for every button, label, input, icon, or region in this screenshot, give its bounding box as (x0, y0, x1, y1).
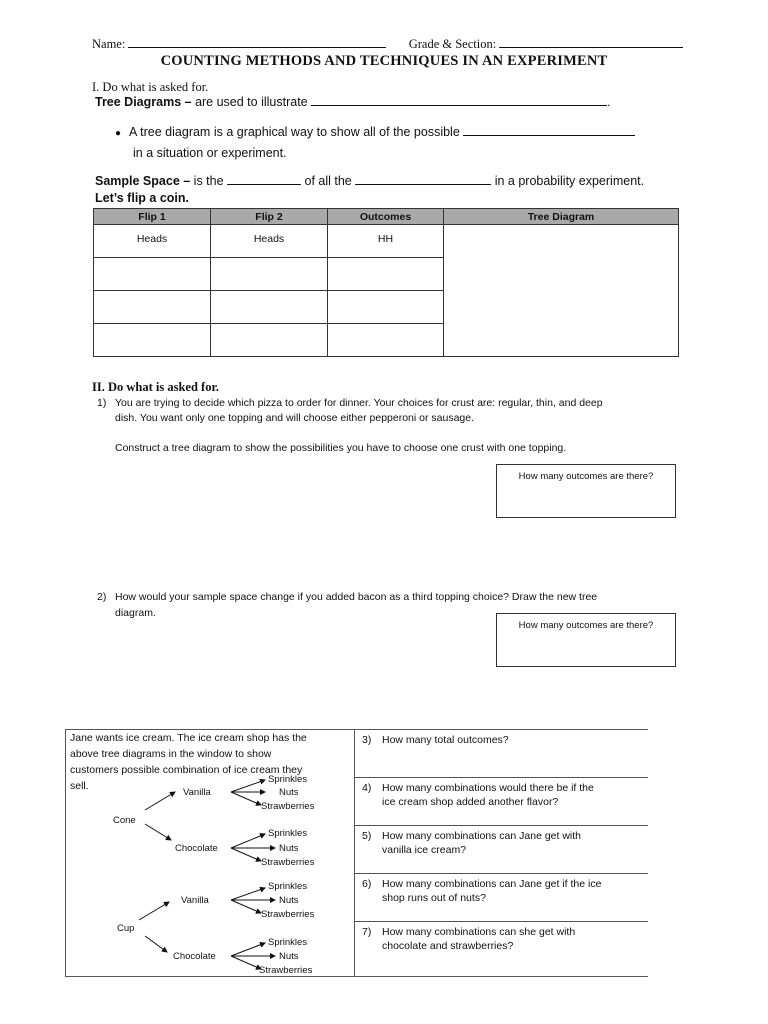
ice-question-7 (362, 925, 575, 953)
name-label: Name: (92, 37, 126, 51)
tree-node-nuts: Nuts (279, 787, 299, 798)
row-divider (355, 777, 648, 778)
section1-heading: I. Do what is asked for. (92, 80, 209, 94)
tree-node-chocolate: Chocolate (175, 843, 218, 854)
ice-question-3 (362, 733, 509, 747)
header-flip2: Flip 2 (211, 209, 328, 225)
possible-blank[interactable] (463, 135, 635, 136)
sample-text-3: in a probability experiment. (491, 174, 645, 188)
intro-line: above tree diagrams in the window to show (70, 748, 272, 760)
ice-question-5 (362, 829, 581, 857)
intro-line: customers possible combination of ice cream they (70, 764, 303, 776)
question-text: How many combinations can Jane get with (382, 830, 582, 842)
intro-line: Jane wants ice cream. The ice cream shop has the (70, 732, 307, 744)
branch-line (145, 792, 175, 810)
sample-blank-1[interactable] (227, 184, 301, 185)
ice-cream-tree-diagram (65, 774, 355, 976)
question-text-continued: chocolate and strawberries? (382, 940, 514, 952)
q1-text: You are trying to decide which pizza to order for dinner. Your choices for crust are: regular, thin, and deep (115, 397, 603, 409)
tree-node-vanilla: Vanilla (183, 787, 211, 798)
branch-line (231, 792, 261, 805)
cell-blank[interactable] (328, 291, 444, 324)
outcomes-prompt-1: How many outcomes are there? (518, 471, 654, 482)
cell-blank[interactable] (211, 291, 328, 324)
cell-flip2: Heads (211, 225, 328, 258)
question-1-line1 (97, 397, 603, 409)
row-divider (355, 921, 648, 922)
branch-line (139, 902, 169, 920)
branch-line (231, 834, 265, 848)
cell-blank[interactable] (211, 258, 328, 291)
sample-text-2: of all the (301, 174, 356, 188)
tree-node-strawberries: Strawberries (261, 801, 315, 812)
cell-blank[interactable] (94, 324, 211, 357)
tree-node-chocolate: Chocolate (173, 951, 216, 962)
ice-question-6 (362, 877, 601, 905)
row-divider (355, 873, 648, 874)
tree-node-sprinkles: Sprinkles (268, 828, 308, 839)
tree-diagram-cell[interactable] (444, 225, 679, 357)
cell-blank[interactable] (94, 258, 211, 291)
bullet-text: A tree diagram is a graphical way to show all of the possible (129, 125, 464, 139)
q2-text: How would your sample space change if you added bacon as a third topping choice? Draw the new tree (115, 591, 598, 603)
question-text: How many combinations can Jane get if the ice (382, 878, 602, 890)
question-number: 4) (362, 782, 372, 794)
bullet-line (115, 125, 635, 139)
question-number: 3) (362, 734, 372, 746)
question-text: How many total outcomes? (382, 734, 509, 746)
page-title: COUNTING METHODS AND TECHNIQUES IN AN EXPERIMENT (160, 53, 608, 69)
table-row (94, 225, 679, 258)
cell-blank[interactable] (328, 258, 444, 291)
header-tree-diagram: Tree Diagram (444, 209, 679, 225)
grade-blank[interactable] (499, 47, 683, 48)
cell-blank[interactable] (211, 324, 328, 357)
question-text-continued: ice cream shop added another flavor? (382, 796, 559, 808)
branch-line (231, 888, 265, 900)
question-2-line2: diagram. (115, 607, 156, 619)
tree-node-strawberries: Strawberries (259, 965, 313, 976)
tree-blank[interactable] (311, 105, 607, 106)
sample-text-1: is the (190, 174, 228, 188)
question-1-instruction: Construct a tree diagram to show the possibilities you have to choose one crust with one topping. (115, 442, 567, 454)
coin-flip-table (93, 208, 679, 357)
tree-node-strawberries: Strawberries (261, 857, 315, 868)
cell-blank[interactable] (328, 324, 444, 357)
outcomes-answer-box-2[interactable] (496, 613, 676, 667)
bullet-text-continued: in a situation or experiment. (133, 146, 287, 160)
branch-line (231, 900, 261, 913)
section2-heading (92, 380, 219, 395)
question-number: 6) (362, 878, 372, 890)
tree-end: . (607, 95, 611, 109)
branch-line (231, 956, 261, 969)
question-text: How many combinations would there be if the (382, 782, 594, 794)
tree-node-sprinkles: Sprinkles (268, 881, 308, 892)
sample-space-definition (95, 174, 644, 188)
question-text: How many combinations can she get with (382, 926, 576, 938)
branch-line (231, 780, 265, 792)
cell-outcome: HH (328, 225, 444, 258)
cell-flip1: Heads (94, 225, 211, 258)
tree-node-nuts: Nuts (279, 895, 299, 906)
tree-text: are used to illustrate (191, 95, 312, 109)
tree-node-nuts: Nuts (279, 951, 299, 962)
tree-node-nuts: Nuts (279, 843, 299, 854)
q2-number: 2) (97, 591, 107, 603)
branch-line (231, 848, 261, 861)
ice-question-4 (362, 781, 594, 809)
question-number: 7) (362, 926, 372, 938)
cell-blank[interactable] (94, 291, 211, 324)
question-text-continued: shop runs out of nuts? (382, 892, 486, 904)
q1-number: 1) (97, 397, 107, 409)
outcomes-answer-box-1[interactable] (496, 464, 676, 518)
tree-node-cup: Cup (117, 923, 135, 934)
tree-diagram-definition (95, 95, 611, 109)
header-outcomes: Outcomes (328, 209, 444, 225)
row-divider (355, 825, 648, 826)
flip-coin-label: Let’s flip a coin. (95, 191, 189, 205)
tree-node-sprinkles: Sprinkles (268, 937, 308, 948)
header-flip1: Flip 1 (94, 209, 211, 225)
header-fields (92, 37, 683, 52)
tree-node-vanilla: Vanilla (181, 895, 209, 906)
branch-line (231, 943, 265, 956)
table-header-row (94, 209, 679, 225)
section2-heading-text: II. Do what is asked for. (92, 380, 219, 394)
bullet-icon: ● (115, 128, 122, 139)
tree-node-sprinkles: Sprinkles (268, 774, 308, 785)
question-2-line1 (97, 591, 597, 603)
tree-node-cone: Cone (113, 815, 136, 826)
question-number: 5) (362, 830, 372, 842)
question-text-continued: vanilla ice cream? (382, 844, 467, 856)
question-1-line2: dish. You want only one topping and will choose either pepperoni or sausage. (115, 412, 475, 424)
tree-node-strawberries: Strawberries (261, 909, 315, 920)
tree-term: Tree Diagrams – (95, 95, 192, 109)
branch-line (145, 824, 171, 840)
grade-label: Grade & Section: (408, 37, 497, 51)
name-blank[interactable] (128, 47, 386, 48)
outcomes-prompt-2: How many outcomes are there? (518, 620, 654, 631)
sample-term: Sample Space – (95, 174, 191, 188)
branch-line (145, 936, 167, 952)
intro-line: sell. (70, 780, 89, 792)
sample-blank-2[interactable] (355, 184, 491, 185)
